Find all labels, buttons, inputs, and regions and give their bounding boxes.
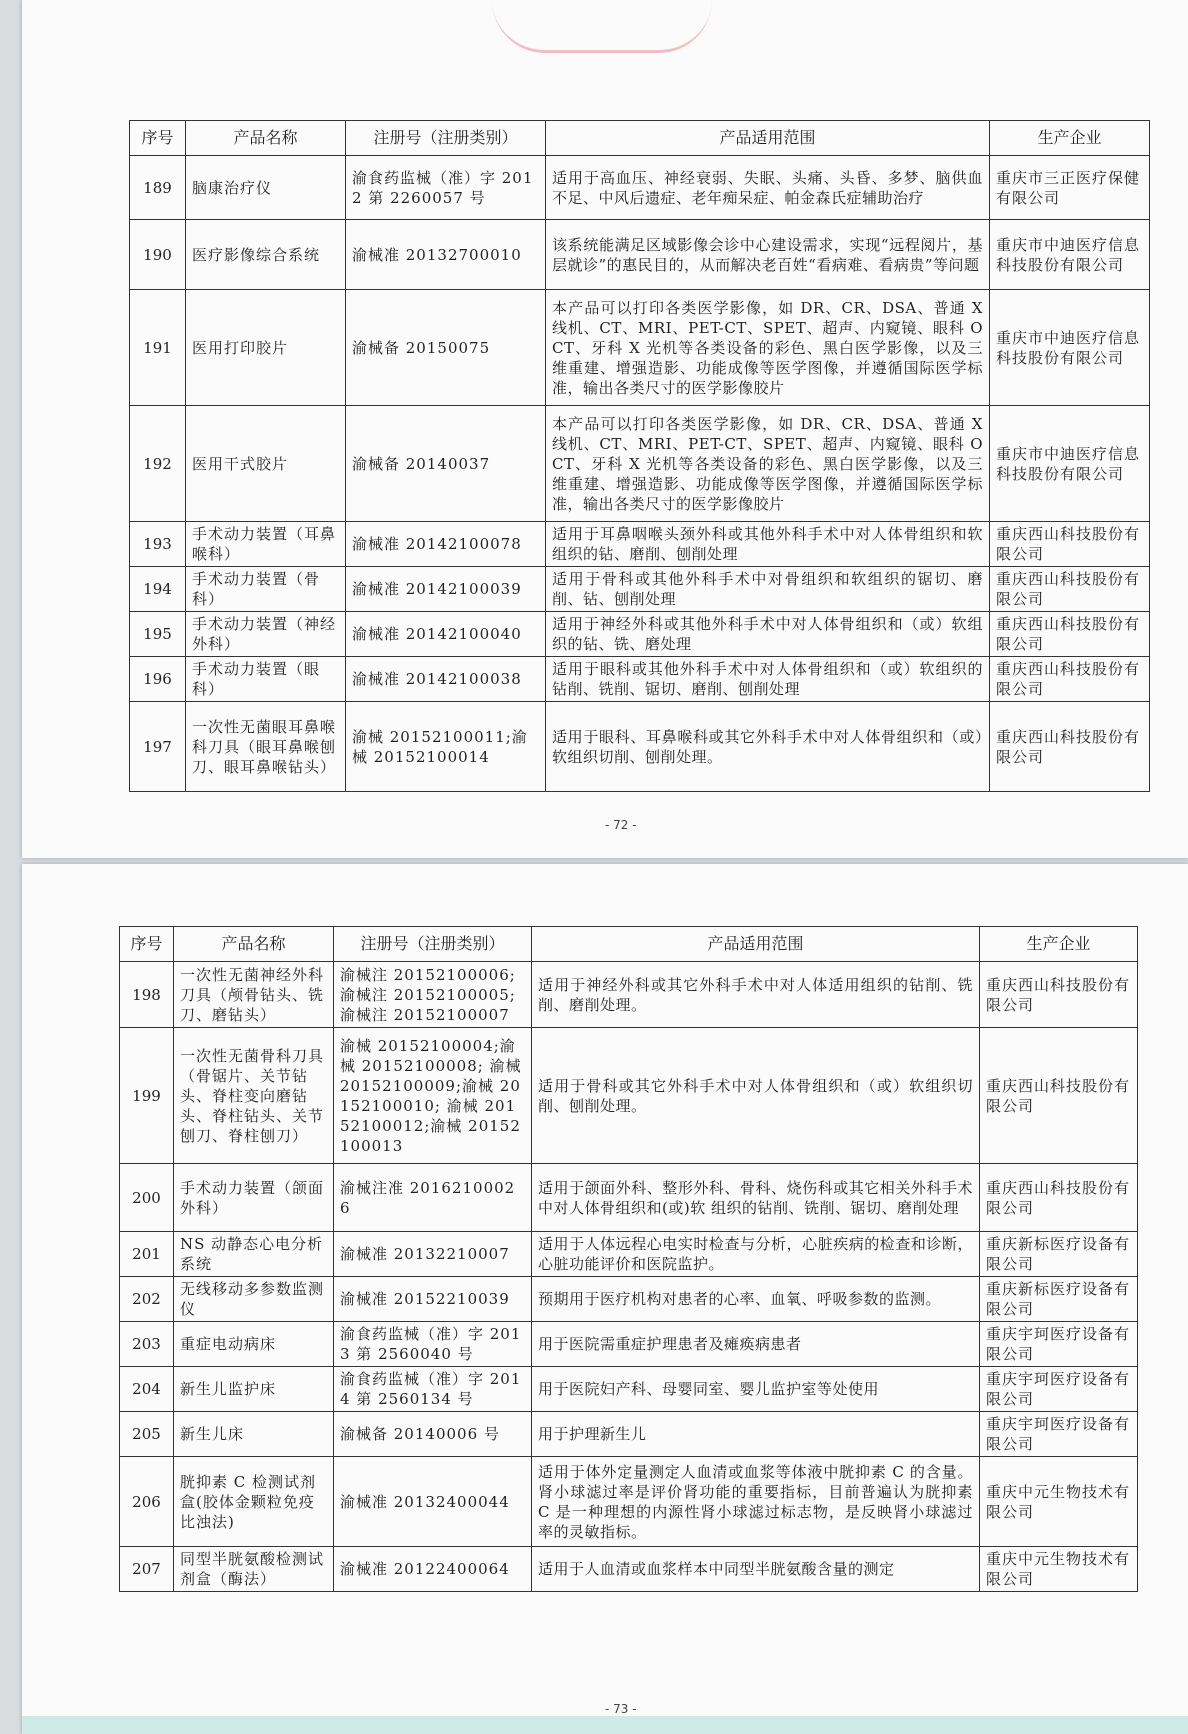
manufacturer: 重庆西山科技股份有限公司: [980, 1164, 1138, 1232]
table-row: [130, 290, 1150, 406]
registration-number: 渝械准 20142100039: [346, 567, 546, 612]
application-scope: 本产品可以打印各类医学影像，如 DR、CR、DSA、普通 X 线机、CT、MRI、PET-CT、SPET、超声、内窥镜、眼科 OCT、牙科 X 光机等各类设备的彩色、黑白医学影像，以及三维重建、增强造影、功能成像等医学图像，并遵循国际医学标准，输出各类尺寸的医学影像胶片: [546, 290, 990, 406]
product-name: 医用干式胶片: [186, 406, 346, 522]
registration-number: 渝械准 20132700010: [346, 220, 546, 290]
product-name: 手术动力装置（神经外科）: [186, 612, 346, 657]
product-name: 手术动力装置（骨科）: [186, 567, 346, 612]
manufacturer: 重庆西山科技股份有限公司: [980, 1028, 1138, 1164]
registration-number: 渝食药监械（准）字 2013 第 2560040 号: [334, 1322, 532, 1367]
row-number: 189: [130, 156, 186, 220]
row-number: 205: [120, 1412, 174, 1457]
header-reg: 注册号（注册类别）: [346, 121, 546, 156]
manufacturer: 重庆西山科技股份有限公司: [980, 962, 1138, 1028]
manufacturer: 重庆宇珂医疗设备有限公司: [980, 1412, 1138, 1457]
row-number: 206: [120, 1457, 174, 1547]
registration-number: 渝械准 20132400044: [334, 1457, 532, 1547]
application-scope: 适用于颌面外科、整形外科、骨科、烧伤科或其它相关外科手术中对人体骨组织和(或)软 组织的钻削、铣削、锯切、磨削处理: [532, 1164, 980, 1232]
header-scope: 产品适用范围: [532, 927, 980, 962]
registration-number: 渝械备 20150075: [346, 290, 546, 406]
product-name: 医疗影像综合系统: [186, 220, 346, 290]
table-row: [120, 1028, 1138, 1164]
manufacturer: 重庆市中迪医疗信息科技股份有限公司: [990, 406, 1150, 522]
product-table-page-72: [129, 120, 1150, 792]
product-name: 一次性无菌骨科刀具（骨锯片、关节钻头、脊柱变向磨钻头、脊柱钻头、关节刨刀、脊柱刨刀）: [174, 1028, 334, 1164]
page-number-73: - 73 -: [605, 1702, 637, 1716]
row-number: 203: [120, 1322, 174, 1367]
table-row: [130, 156, 1150, 220]
row-number: 194: [130, 567, 186, 612]
table-row: [120, 1277, 1138, 1322]
application-scope: 适用于高血压、神经衰弱、失眠、头痛、头昏、多梦、脑供血不足、中风后遗症、老年痴呆症、帕金森氏症辅助治疗: [546, 156, 990, 220]
product-name: 一次性无菌神经外科刀具（颅骨钻头、铣刀、磨钻头）: [174, 962, 334, 1028]
product-name: 新生儿监护床: [174, 1367, 334, 1412]
manufacturer: 重庆中元生物技术有限公司: [980, 1457, 1138, 1547]
product-name: NS 动静态心电分析系统: [174, 1232, 334, 1277]
product-name: 同型半胱氨酸检测试剂盒（酶法）: [174, 1547, 334, 1592]
table-row: [130, 567, 1150, 612]
registration-number: 渝械备 20140037: [346, 406, 546, 522]
registration-number: 渝械准 20132210007: [334, 1232, 532, 1277]
registration-number: 渝械 20152100011;渝械 20152100014: [346, 702, 546, 792]
header-scope: 产品适用范围: [546, 121, 990, 156]
application-scope: 适用于人血清或血浆样本中同型半胱氨酸含量的测定: [532, 1547, 980, 1592]
table-row: [120, 1457, 1138, 1547]
table-row: [120, 1367, 1138, 1412]
header-no: 序号: [120, 927, 174, 962]
manufacturer: 重庆市三正医疗保健有限公司: [990, 156, 1150, 220]
row-number: 207: [120, 1547, 174, 1592]
product-name: 手术动力装置（颌面外科）: [174, 1164, 334, 1232]
registration-number: 渝械备 20140006 号: [334, 1412, 532, 1457]
table-row: [130, 522, 1150, 567]
header-name: 产品名称: [186, 121, 346, 156]
product-name: 医用打印胶片: [186, 290, 346, 406]
registration-number: 渝械 20152100004;渝械 20152100008; 渝械 20152100009;渝械 20152100010; 渝械 20152100012;渝械 20152100013: [334, 1028, 532, 1164]
manufacturer: 重庆新标医疗设备有限公司: [980, 1277, 1138, 1322]
product-name: 手术动力装置（耳鼻喉科）: [186, 522, 346, 567]
application-scope: 适用于神经外科或其它外科手术中对人体适用组织的钻削、铣削、磨削处理。: [532, 962, 980, 1028]
registration-number: 渝械准 20152210039: [334, 1277, 532, 1322]
registration-number: 渝械注准 20162100026: [334, 1164, 532, 1232]
header-no: 序号: [130, 121, 186, 156]
manufacturer: 重庆宇珂医疗设备有限公司: [980, 1322, 1138, 1367]
row-number: 192: [130, 406, 186, 522]
red-seal-stamp: [492, 0, 712, 53]
table-row: [130, 220, 1150, 290]
upper-page: [22, 0, 1188, 858]
application-scope: 用于护理新生儿: [532, 1412, 980, 1457]
row-number: 190: [130, 220, 186, 290]
manufacturer: 重庆中元生物技术有限公司: [980, 1547, 1138, 1592]
application-scope: 预期用于医疗机构对患者的心率、血氧、呼吸参数的监测。: [532, 1277, 980, 1322]
registration-number: 渝食药监械（准）字 2014 第 2560134 号: [334, 1367, 532, 1412]
application-scope: 适用于骨科或其它外科手术中对人体骨组织和（或）软组织切削、刨削处理。: [532, 1028, 980, 1164]
manufacturer: 重庆西山科技股份有限公司: [990, 702, 1150, 792]
registration-number: 渝械准 20122400064: [334, 1547, 532, 1592]
row-number: 199: [120, 1028, 174, 1164]
table-row: [120, 1232, 1138, 1277]
registration-number: 渝械注 20152100006;渝械注 20152100005;渝械注 20152100007: [334, 962, 532, 1028]
product-name: 脑康治疗仪: [186, 156, 346, 220]
product-name: 重症电动病床: [174, 1322, 334, 1367]
row-number: 200: [120, 1164, 174, 1232]
application-scope: 适用于人体远程心电实时检查与分析，心脏疾病的检查和诊断，心脏功能评价和医院监护。: [532, 1232, 980, 1277]
table-row: [130, 702, 1150, 792]
application-scope: 适用于眼科、耳鼻喉科或其它外科手术中对人体骨组织和（或）软组织切削、刨削处理。: [546, 702, 990, 792]
header-reg: 注册号（注册类别）: [334, 927, 532, 962]
row-number: 197: [130, 702, 186, 792]
application-scope: 适用于骨科或其他外科手术中对骨组织和软组织的锯切、磨削、钻、刨削处理: [546, 567, 990, 612]
row-number: 201: [120, 1232, 174, 1277]
application-scope: 本产品可以打印各类医学影像，如 DR、CR、DSA、普通 X 线机、CT、MRI、PET-CT、SPET、超声、内窥镜、眼科 OCT、牙科 X 光机等各类设备的彩色、黑白医学影像，以及三维重建、增强造影、功能成像等医学图像，并遵循国际医学标准，输出各类尺寸的医学影像胶片: [546, 406, 990, 522]
registration-number: 渝食药监械（准）字 2012 第 2260057 号: [346, 156, 546, 220]
product-name: 手术动力装置（眼科）: [186, 657, 346, 702]
registration-number: 渝械准 20142100078: [346, 522, 546, 567]
application-scope: 适用于耳鼻咽喉头颈外科或其他外科手术中对人体骨组织和软组织的钻、磨削、刨削处理: [546, 522, 990, 567]
application-scope: 用于医院需重症护理患者及瘫痪病患者: [532, 1322, 980, 1367]
manufacturer: 重庆市中迪医疗信息科技股份有限公司: [990, 290, 1150, 406]
table-row: [120, 1322, 1138, 1367]
table-row: [120, 1164, 1138, 1232]
table-row: [130, 612, 1150, 657]
row-number: 204: [120, 1367, 174, 1412]
row-number: 202: [120, 1277, 174, 1322]
header-maker: 生产企业: [990, 121, 1150, 156]
row-number: 195: [130, 612, 186, 657]
product-name: 胱抑素 C 检测试剂盒(胶体金颗粒免疫比浊法): [174, 1457, 334, 1547]
manufacturer: 重庆新标医疗设备有限公司: [980, 1232, 1138, 1277]
product-name: 新生儿床: [174, 1412, 334, 1457]
table-row: [120, 962, 1138, 1028]
header-maker: 生产企业: [980, 927, 1138, 962]
manufacturer: 重庆市中迪医疗信息科技股份有限公司: [990, 220, 1150, 290]
page-edge: [22, 1716, 1188, 1734]
table-header-row: [130, 121, 1150, 156]
manufacturer: 重庆宇珂医疗设备有限公司: [980, 1367, 1138, 1412]
manufacturer: 重庆西山科技股份有限公司: [990, 612, 1150, 657]
registration-number: 渝械准 20142100040: [346, 612, 546, 657]
application-scope: 适用于体外定量测定人血清或血浆等体液中胱抑素 C 的含量。肾小球滤过率是评价肾功能的重要指标，目前普遍认为胱抑素 C 是一种理想的内源性肾小球滤过标志物，是反映肾小球滤过率的灵敏指标。: [532, 1457, 980, 1547]
application-scope: 该系统能满足区域影像会诊中心建设需求，实现“远程阅片，基层就诊”的惠民目的，从而解决老百姓“看病难、看病贵”等问题: [546, 220, 990, 290]
header-name: 产品名称: [174, 927, 334, 962]
manufacturer: 重庆西山科技股份有限公司: [990, 567, 1150, 612]
product-name: 无线移动多参数监测仪: [174, 1277, 334, 1322]
row-number: 191: [130, 290, 186, 406]
manufacturer: 重庆西山科技股份有限公司: [990, 522, 1150, 567]
table-row: [130, 657, 1150, 702]
registration-number: 渝械准 20142100038: [346, 657, 546, 702]
product-table-page-73: [119, 926, 1138, 1592]
product-name: 一次性无菌眼耳鼻喉科刀具（眼耳鼻喉刨刀、眼耳鼻喉钻头）: [186, 702, 346, 792]
application-scope: 适用于神经外科或其他外科手术中对人体骨组织和（或）软组织的钻、铣、磨处理: [546, 612, 990, 657]
table-row: [120, 1547, 1138, 1592]
row-number: 198: [120, 962, 174, 1028]
table-header-row: [120, 927, 1138, 962]
page-number: - 72 -: [605, 818, 637, 832]
application-scope: 用于医院妇产科、母婴同室、婴儿监护室等处使用: [532, 1367, 980, 1412]
table-row: [130, 406, 1150, 522]
manufacturer: 重庆西山科技股份有限公司: [990, 657, 1150, 702]
row-number: 196: [130, 657, 186, 702]
application-scope: 适用于眼科或其他外科手术中对人体骨组织和（或）软组织的钻削、铣削、锯切、磨削、刨削处理: [546, 657, 990, 702]
row-number: 193: [130, 522, 186, 567]
table-row: [120, 1412, 1138, 1457]
